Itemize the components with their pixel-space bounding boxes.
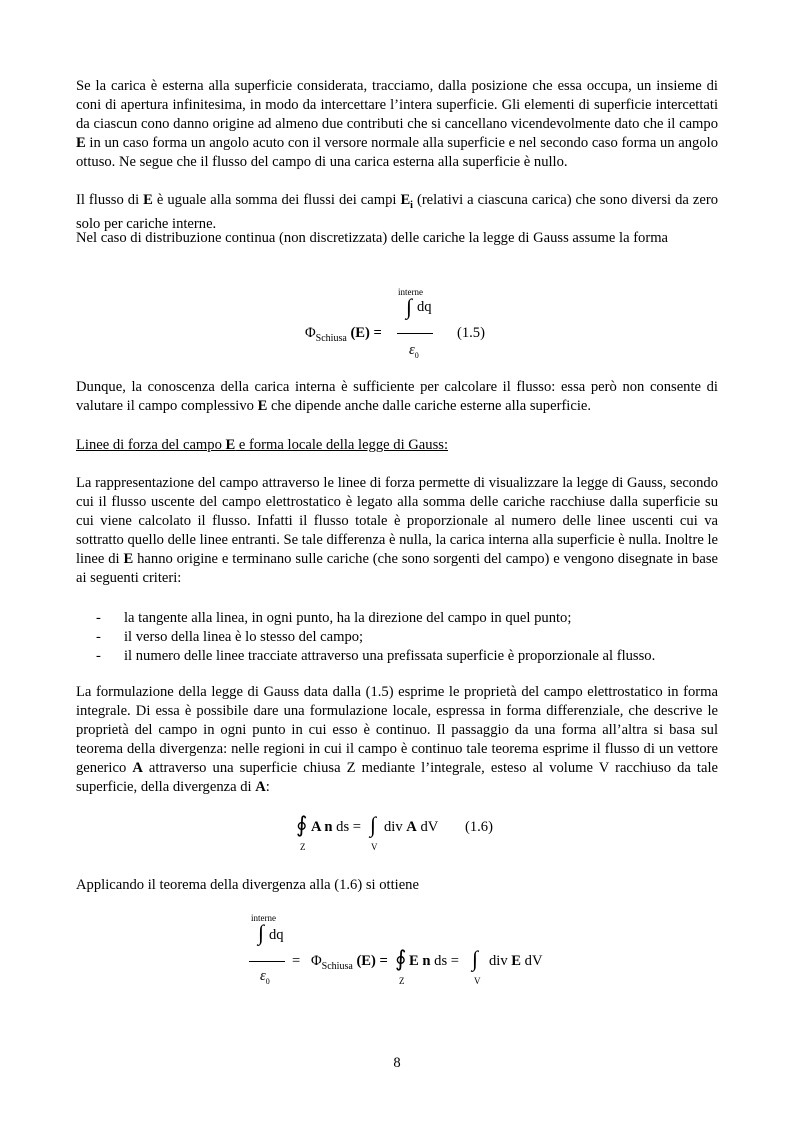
paragraph-applying: Applicando il teorema della divergenza alla (1.6) si ottiene bbox=[76, 877, 419, 893]
list-item bbox=[96, 647, 736, 666]
criteria-list bbox=[96, 609, 736, 666]
eq15-lhs: $\Phi_{Schiusa}$ (E) = bbox=[305, 325, 382, 344]
paragraph-flux-sum: Il flusso di E è uguale alla somma dei flussi dei campi $E_i$ (relativi a ciascuna carica) che sono diversi da zero solo per cariche interne. bbox=[76, 192, 718, 232]
integral-sign: ∫ bbox=[370, 812, 377, 837]
closed-integral-sign: ∮ bbox=[395, 946, 407, 971]
paragraph-local-form: La formulazione della legge di Gauss data dalla (1.5) esprime le proprietà del campo elettrostatico in forma integrale. Di essa è possibile dare una formulazione locale, espressa in forma differenziale, che descrive le proprietà del campo in ogni punto in cui esso è continuo. Il passaggio da una forma all’altra si basa sul teorema della divergenza: nelle regioni in cui il campo è continuo tale teorema esprime il flusso di un vettore generico A attraverso una superficie chiusa Z mediante l’integrale, esteso al volume V racchiuso da tale superficie, della divergenza di A: bbox=[76, 684, 718, 795]
eq17-integrand: dq bbox=[269, 927, 284, 943]
list-item-text: la tangente alla linea, in ogni punto, ha la direzione del campo in quel punto; bbox=[124, 610, 572, 626]
list-item-text: il numero delle linee tracciate attraverso una prefissata superficie è proporzionale al flusso. bbox=[124, 648, 656, 664]
eq15-integrand: dq bbox=[417, 299, 432, 315]
eq16-rhs: div A dV bbox=[384, 819, 439, 835]
eq17-limit: interne bbox=[251, 913, 276, 923]
paragraph-internal-charge: Dunque, la conoscenza della carica interna è sufficiente per calcolare il flusso: essa però non consente di valutare il campo complessivo E che dipende anche dalle cariche esterne alla superficie. bbox=[76, 379, 718, 414]
page-number: 8 bbox=[393, 1055, 401, 1071]
section-heading: Linee di forza del campo E e forma locale della legge di Gauss: bbox=[76, 437, 448, 453]
eq15-denominator: $\varepsilon_0$ bbox=[409, 342, 419, 360]
list-item bbox=[96, 609, 736, 628]
eq17-flux: $\Phi_{Schiusa}$ (E) = bbox=[311, 953, 388, 972]
closed-integral-sign: ∮ bbox=[296, 812, 308, 837]
eq15-label: (1.5) bbox=[457, 325, 485, 341]
eq17-equals: = bbox=[292, 953, 301, 969]
integral-sign: ∫ bbox=[406, 294, 413, 319]
eq15-limit: interne bbox=[398, 287, 423, 297]
list-item-text: il verso della linea è lo stesso del campo; bbox=[124, 629, 364, 645]
bullet-marker: - bbox=[96, 629, 101, 645]
integral-sign: ∫ bbox=[258, 920, 265, 945]
eq17-mid: E n ds = bbox=[409, 953, 460, 969]
eq16-lhs-limit: Z bbox=[300, 842, 306, 852]
eq17-mid-limit: Z bbox=[399, 976, 405, 986]
fraction-bar bbox=[397, 333, 433, 334]
list-item bbox=[96, 628, 736, 647]
paragraph-external-charge: Se la carica è esterna alla superficie considerata, tracciamo, dalla posizione che essa occupa, un insieme di coni di apertura infinitesima, in modo da intercettare l’intera superficie. Gli elementi di superficie intercettati da ciascun cono danno origine ad almeno due contributi che si cancellano vicendevolmente dato che il campo E in un caso forma un angolo acuto con il versore normale alla superficie e nel secondo caso forma un angolo ottuso. Ne segue che il flusso del campo di una carica esterna alla superficie è nullo. bbox=[76, 78, 718, 170]
eq16-rhs-limit: V bbox=[371, 842, 378, 852]
eq16-lhs: A n ds = bbox=[311, 819, 362, 835]
bullet-marker: - bbox=[96, 610, 101, 626]
eq17-rhs: div E dV bbox=[489, 953, 543, 969]
fraction-bar bbox=[249, 961, 285, 962]
eq17-rhs-limit: V bbox=[474, 976, 481, 986]
eq17-denominator: $\varepsilon_0$ bbox=[260, 968, 270, 986]
integral-sign: ∫ bbox=[472, 946, 479, 971]
bullet-marker: - bbox=[96, 648, 101, 664]
eq16-label: (1.6) bbox=[465, 819, 493, 835]
paragraph-field-lines: La rappresentazione del campo attraverso le linee di forza permette di visualizzare la legge di Gauss, secondo cui il flusso uscente del campo elettrostatico è legato alla somma delle cariche racchiuse dalla superficie su cui viene calcolato il flusso. Infatti il flusso totale è proporzionale al numero delle linee uscenti cui va sottratto quello delle linee entranti. Se tale differenza è nulla, la carica interna alla superficie è nulla. Inoltre le linee di E hanno origine e terminano sulle cariche (che sono sorgenti del campo) e vengono disegnate in base ai seguenti criteri: bbox=[76, 475, 718, 586]
paragraph-continuous: Nel caso di distribuzione continua (non discretizzata) delle cariche la legge di Gauss assume la forma bbox=[76, 230, 669, 246]
